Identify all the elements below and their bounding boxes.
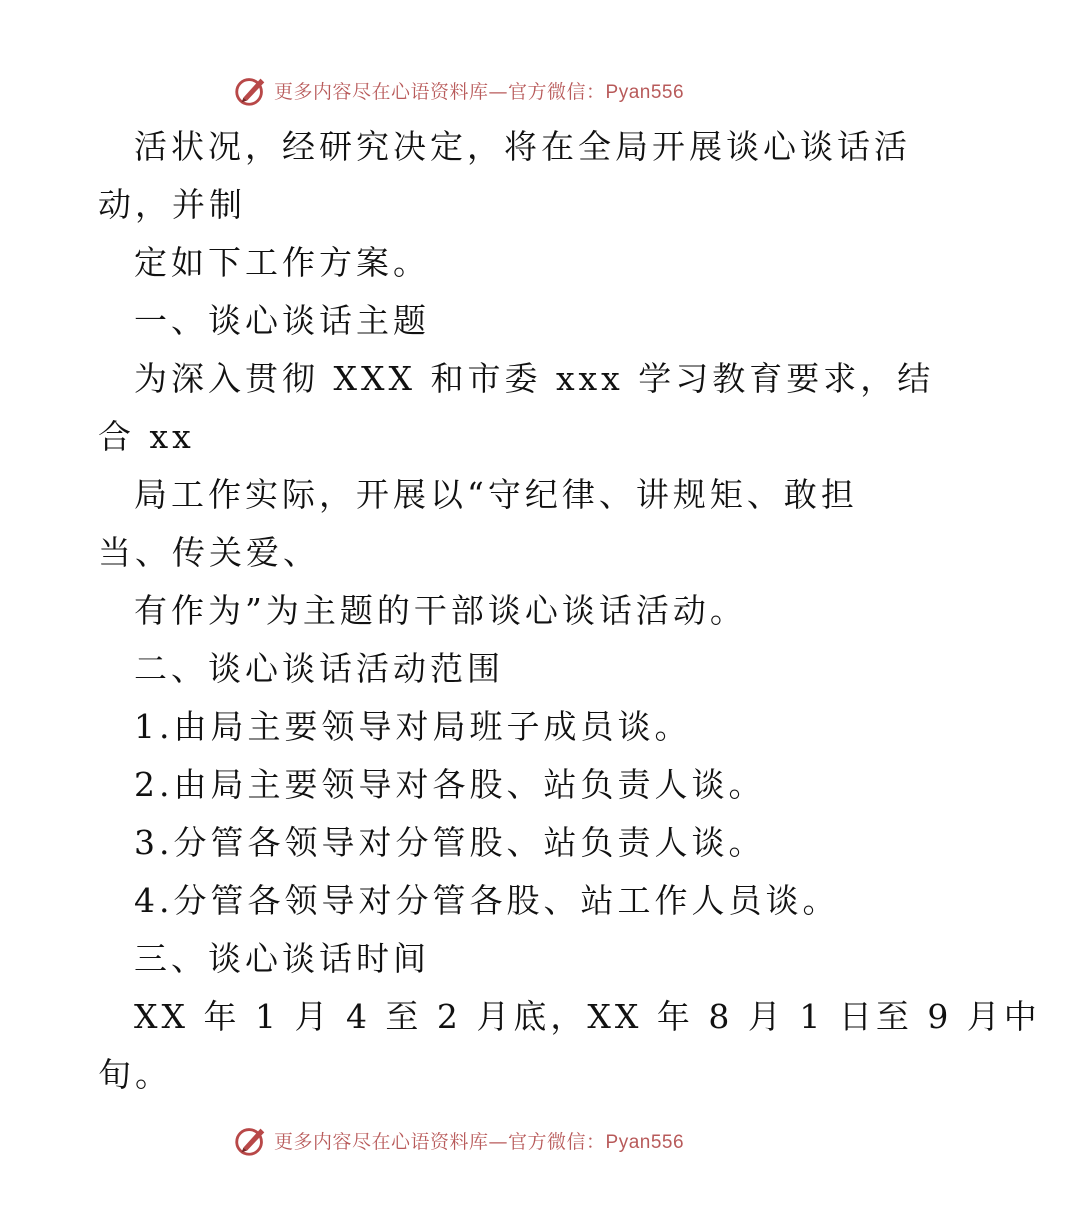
list-item: 4.分管各领导对分管各股、站工作人员谈。 [134, 881, 840, 920]
paragraph-line: 为深入贯彻 XXX 和市委 xxx 学习教育要求，结 [134, 359, 935, 398]
paragraph-line: 当、传关爱、 [98, 533, 320, 572]
paragraph-line: 旬。 [98, 1055, 172, 1094]
list-item: 3.分管各领导对分管股、站负责人谈。 [134, 823, 766, 862]
paragraph-line: 活状况，经研究决定，将在全局开展谈心谈话活 [134, 127, 911, 166]
paragraph-line: XX 年 1 月 4 至 2 月底，XX 年 8 月 1 日至 9 月中 [134, 997, 1041, 1036]
section-heading: 二、谈心谈话活动范围 [134, 649, 504, 688]
paragraph-line: 动，并制 [98, 185, 246, 224]
paragraph-line: 有作为”为主题的干部谈心谈话活动。 [134, 591, 747, 630]
pen-logo-icon [232, 71, 270, 109]
paragraph-line: 合 xx [98, 417, 195, 456]
footer-watermark [232, 1120, 712, 1160]
watermark-text: 更多内容尽在心语资料库—官方微信：Pyan556 [274, 80, 685, 103]
list-item: 2.由局主要领导对各股、站负责人谈。 [134, 765, 766, 804]
section-heading: 一、谈心谈话主题 [134, 301, 430, 340]
pen-logo-icon [232, 1121, 270, 1159]
section-heading: 三、谈心谈话时间 [134, 939, 430, 978]
watermark-text: 更多内容尽在心语资料库—官方微信：Pyan556 [274, 1130, 685, 1153]
paragraph-line: 局工作实际，开展以“守纪律、讲规矩、敢担 [134, 475, 858, 514]
list-item: 1.由局主要领导对局班子成员谈。 [134, 707, 692, 746]
paragraph-line: 定如下工作方案。 [134, 243, 430, 282]
header-watermark [232, 70, 712, 110]
